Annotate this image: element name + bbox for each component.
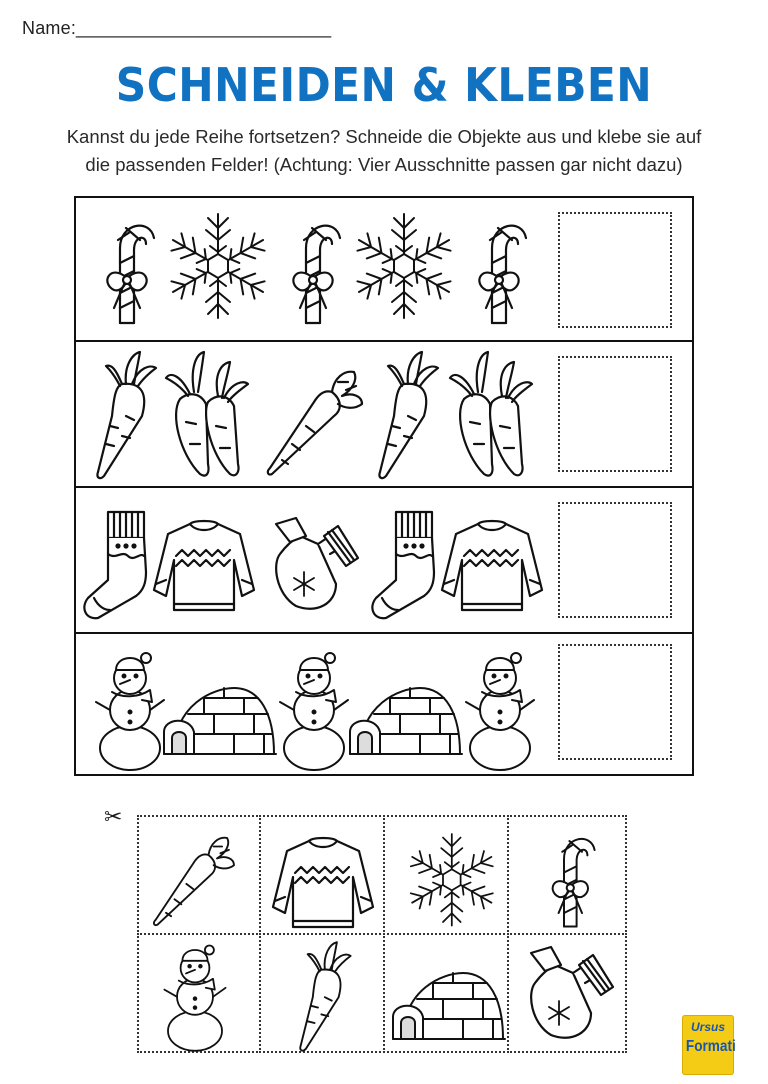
snowman-icon <box>460 648 540 772</box>
igloo-icon <box>164 674 280 758</box>
paste-slot[interactable] <box>558 212 672 328</box>
logo-line-2: Formati <box>685 1038 736 1055</box>
instruction-line-1: Kannst du jede Reihe fortsetzen? Schneide die Objekte aus und klebe sie auf <box>66 126 702 147</box>
pattern-row <box>76 198 692 342</box>
snowman-icon <box>274 648 354 772</box>
carrot-icon <box>287 937 367 1073</box>
pattern-rows <box>74 196 694 776</box>
cutout-cell[interactable] <box>137 815 261 935</box>
instruction-line-2: die passenden Felder! (Achtung: Vier Ausschnitte passen gar nicht dazu) <box>85 154 683 175</box>
sock-icon <box>80 502 150 622</box>
carrot-pair-icon <box>444 344 536 480</box>
cutout-cell[interactable] <box>507 815 627 935</box>
mittens-icon <box>521 943 617 1043</box>
carrot-leafy-icon <box>149 821 253 951</box>
snowflake-icon <box>344 206 464 326</box>
candy-cane-icon <box>462 208 542 328</box>
snowman-icon <box>159 941 239 1065</box>
sweater-icon <box>438 510 548 614</box>
igloo-icon <box>393 959 509 1043</box>
sweater-icon <box>150 510 260 614</box>
paste-slot[interactable] <box>558 356 672 472</box>
mittens-icon <box>266 514 362 614</box>
paste-slot[interactable] <box>558 502 672 618</box>
page-title: SCHNEIDEN & KLEBEN <box>115 58 653 112</box>
pattern-row <box>76 488 692 634</box>
candy-cane-icon <box>533 823 613 943</box>
snowman-icon <box>90 648 170 772</box>
name-field-label: Name:_________________________ <box>22 18 332 38</box>
snowflake-icon <box>393 823 513 943</box>
carrot-leafy-icon <box>262 352 366 482</box>
pattern-row <box>76 342 692 488</box>
cutout-cell[interactable] <box>137 933 261 1053</box>
cutout-cell[interactable] <box>259 933 385 1053</box>
cutout-cell[interactable] <box>259 815 385 935</box>
cutout-cell[interactable] <box>507 933 627 1053</box>
paste-slot[interactable] <box>558 644 672 760</box>
logo-line-1: Ursus <box>690 1020 725 1034</box>
sweater-icon <box>269 827 379 931</box>
pattern-row <box>76 634 692 774</box>
scissors-icon: ✂ <box>104 804 123 829</box>
cutout-cell[interactable] <box>383 933 509 1053</box>
carrot-icon <box>82 346 162 482</box>
snowflake-icon <box>158 206 278 326</box>
ursus-formati-logo <box>682 1015 734 1075</box>
igloo-icon <box>350 674 466 758</box>
cutout-cell[interactable] <box>383 815 509 935</box>
carrot-pair-icon <box>160 344 252 480</box>
sock-icon <box>368 502 438 622</box>
cutout-grid <box>137 815 627 1053</box>
carrot-icon <box>364 346 444 482</box>
